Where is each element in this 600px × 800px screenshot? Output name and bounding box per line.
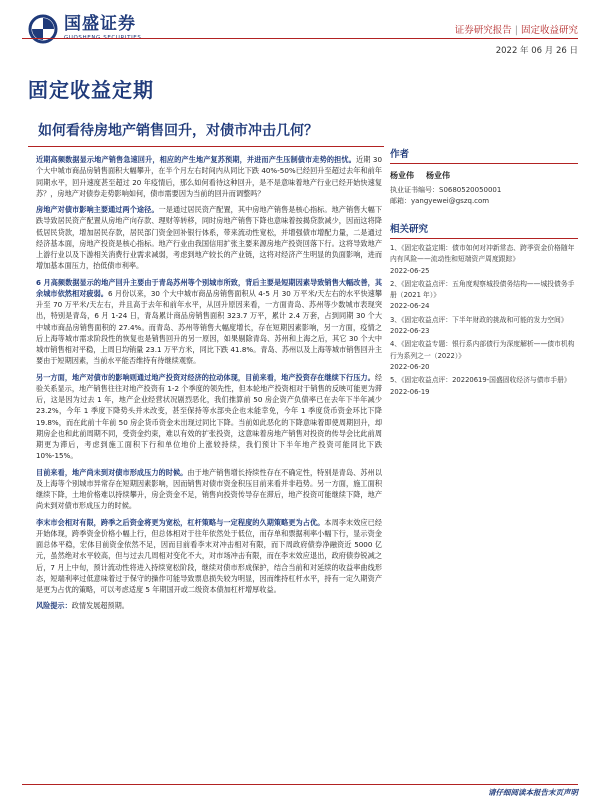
related-item-title: 5、《固定收益点评：20220619-国盛固收经济与债市手册》: [390, 376, 571, 385]
paragraph-lead: 目前来看，地产尚未到对债市形成压力的时候。: [36, 467, 188, 477]
logo-chinese-name: 国盛证券: [64, 14, 136, 35]
paragraph-lead: 近期高频数据显示地产销售急速回升，相应的产生地产复苏预期，并进而产生压制债市走势的担忧。: [36, 155, 356, 164]
author-names: [390, 170, 578, 181]
related-item-title: 1、《固定收益定期：债市如何对冲新常态、跨季资金价格随年内有风险——流动性和短端资产周度跟踪》: [390, 244, 575, 264]
sidebar: [390, 146, 578, 400]
paragraph-6: [36, 517, 382, 596]
company-logo: [28, 14, 141, 44]
related-item-title: 3、《固定收益点评：下半年财政的挑战和可能的发力空间》: [390, 315, 568, 324]
related-item: [390, 315, 578, 338]
license-number: 执业证书编号：S0680520050001: [390, 186, 502, 194]
paragraph-2: [36, 204, 382, 272]
footer-disclaimer-note: 请仔细阅读本报告末页声明: [488, 788, 578, 797]
paragraph-4: [36, 372, 382, 462]
report-date: 2022 年 06 月 26 日: [495, 46, 578, 56]
related-item: [390, 339, 578, 373]
related-item-date: 2022-06-19: [390, 387, 430, 396]
paragraph-body: 近期 30 个大中城市商品房销售面积大幅攀升，在半个月左右时间内从同比下跌 40%-50%已经回升至超过去年和前年同期水平，回升速度甚至超过 20 年疫情后，那么如何看待这种回升，是不是意味着地产行业已经开始快速复苏？，房地产对债券走势影响如何，债市需要因为当前的回升而调整吗？: [36, 155, 382, 198]
related-item-date: 2022-06-20: [390, 362, 430, 371]
paragraph-lead: 李末市会相对有限，跨季之后资金将更为宽松，杠杆策略与一定程度的久期策略更为占优。: [36, 517, 325, 527]
paragraph-body: 由于地产销售增长持续性存在不确定性，特别是青岛、苏州以及上海等个别城市异常存在短期因素影响，因而销售对债市资金积压目前来看并非趋势。另一方面，施工面积继续下降，土地价格难以持续攀升，房企资金不足，销售向投资传导存在滞后，地产投资可能继续下降，地产尚未到对债市形成压力的时候。: [36, 467, 382, 511]
author-email: 邮箱：yangyewei@gszq.com: [390, 197, 490, 205]
risk-text: 政情发展超预期。: [71, 601, 129, 611]
headline-divider: [28, 146, 384, 147]
footer-divider: [22, 784, 578, 785]
section-title: 固定收益定期: [28, 78, 154, 102]
logo-english-name: GUOSHENG SECURITIES: [64, 35, 142, 42]
paragraph-lead: 另一方面，地产对债市的影响则通过地产投资对经济的拉动体现，目前来看，地产投资存在继续下行压力。: [36, 372, 375, 382]
paragraph-body: 6 月份以来，30 个大中城市商品房销售面积从 4-5 月 30 万平米/天左右的水平快速攀升至 70 万平米/天左右，并且高于去年和前年水平，从回升原因来看，一方面青岛、苏州等少数城市表现突出，特别是青岛，6 月 1-24 日，青岛累计商品房销售面积 323.7 万平，累计 2.4 万套，占到同期 30 个大中城市商品房销售面积的 27.4%。而青岛、苏州等销售大幅度增长，存在短期因素影响，另一方面，疫情之后上海等城市需求阶段性的恢复也是销售回升的另一原因，如果剔除青岛、苏州和上海之后，其它 30 个大中城市销售相对平稳，上周日均销量 23.1 万平方米，同比下跌 41.8%。青岛、苏州以及上海等城市销售回升主要由于短期因素，当前水平能否维持有待继续观察。: [36, 288, 382, 366]
related-item: [390, 375, 578, 398]
author-name: 杨业伟: [426, 171, 450, 180]
author-name: 杨业伟: [390, 171, 414, 180]
related-item-date: 2022-06-23: [390, 327, 430, 336]
risk-warning: [36, 600, 382, 611]
paragraph-5: [36, 467, 382, 512]
report-type-primary: 证券研究报告: [454, 25, 512, 36]
related-item-title: 2、《固定收益点评：五角度观察城投债务结构——城投债务手册（2021 年）》: [390, 279, 575, 300]
related-item: [390, 279, 578, 313]
authors-heading: 作者: [390, 146, 578, 164]
paragraph-lead: 6 月高频数据显示的地产回升主要由于青岛苏州等个别城市所致，背后主要是短期因素导致销售大幅改善，其余城市依然相对疲弱。: [36, 277, 382, 298]
related-item: [390, 243, 578, 277]
paragraph-3: [36, 277, 382, 367]
related-item-date: 2022-06-25: [390, 266, 430, 275]
risk-label: 风险提示：: [36, 601, 72, 611]
report-type: [455, 22, 578, 36]
report-headline: 如何看待房地产销售回升，对债市冲击几何？: [38, 123, 318, 139]
header-divider: [22, 38, 578, 39]
related-item-date: 2022-06-24: [390, 302, 430, 311]
paragraph-1: [36, 154, 382, 199]
report-type-secondary: 固定收益研究: [520, 25, 578, 36]
paragraph-body: 一是通过居民资产配置，其中房地产销售是核心指标。地产销售大幅下跌导致居民资产配置从房地产向存款、理财等转移，同时房地产销售下降也意味着按揭贷款减少，因而这将降低居民贷款，增加居民存款，居民部门资金回补银行体系，带来流动性宽松，并增强债市增配力量，二是通过经济基本面，房地产投资是核心指标。地产行业由我国信用扩张主要来源房地产投资回落下行。这将导致地产上游行业以及下游相关消费行业需求减弱，考虑到地产较长的产业链，这将对经济产生明显的负面影响，进而增加基本面压力，抬低债市利率。: [36, 205, 382, 271]
paragraph-lead: 房地产对债市影响主要通过两个途径。: [36, 205, 159, 214]
paragraph-body: 本周李末效应已经开始体现，跨季资金价格小幅上行，但总体相对于往年依然处于低位，而存单和票据利率小幅下行，显示资金面总体平稳，宏体目前资金依然不足，因而目前看李末对冲击相对有限，而下周政府债券净融资近 5000 亿元，虽然绝对水平较高，但与过去几周相对变化不大，对市场冲击有限，而在李末效应退出，政府债券锐减之后，7 月上中旬，预计流动性将进入持续宽松阶段，继续对债市形成保护，结合当前和对延续的收益率曲线形态，短端利率过低意味着过于保守的操作可能导致票息损失较为明显，因而维持杠杆水平，持有一定久期资产是更为占优的策略，可以考虑适度 5 年期国开或二级资本债加杠杆增厚收益。: [36, 517, 382, 594]
main-text: [36, 154, 382, 611]
paragraph-body: 经验关系显示，地产销售往往对地产投资有 1-2 个季度的领先性，但本轮地产投资相对于销售的反映可能更为滞后，这是因为过去 1 年，地产企业经营状况剧烈恶化，我们推算前 50 房企资产负债率已在去年下半年减少 23.2%，今年 1 季度下降势头并未改变，甚至保持等水部央企也未能幸免，今年 1 季度货币资金环比下降 19.8%，而在此前十年前 50 房企货币资金未出现过同比下降。当前如此恶化的下降意味着即使周期回升，却期房企也和此前周期不同，受资金约束，难以有效的扩张投资，这意味着房地产销售对投资的传导会比此前周期更为滞后，考虑到施工面积下行和单位地价上涨较持续，我们预计下半年地产投资可能同比下跌 10%-15%。: [36, 372, 382, 461]
logo-mark-icon: [28, 14, 58, 44]
report-type-separator: |: [514, 25, 518, 36]
related-research-heading: 相关研究: [390, 221, 578, 239]
related-item-title: 4、《固定收益专题：银行系内部债行为深度解析——债市机构行为系列之一（2022）》: [390, 340, 575, 360]
